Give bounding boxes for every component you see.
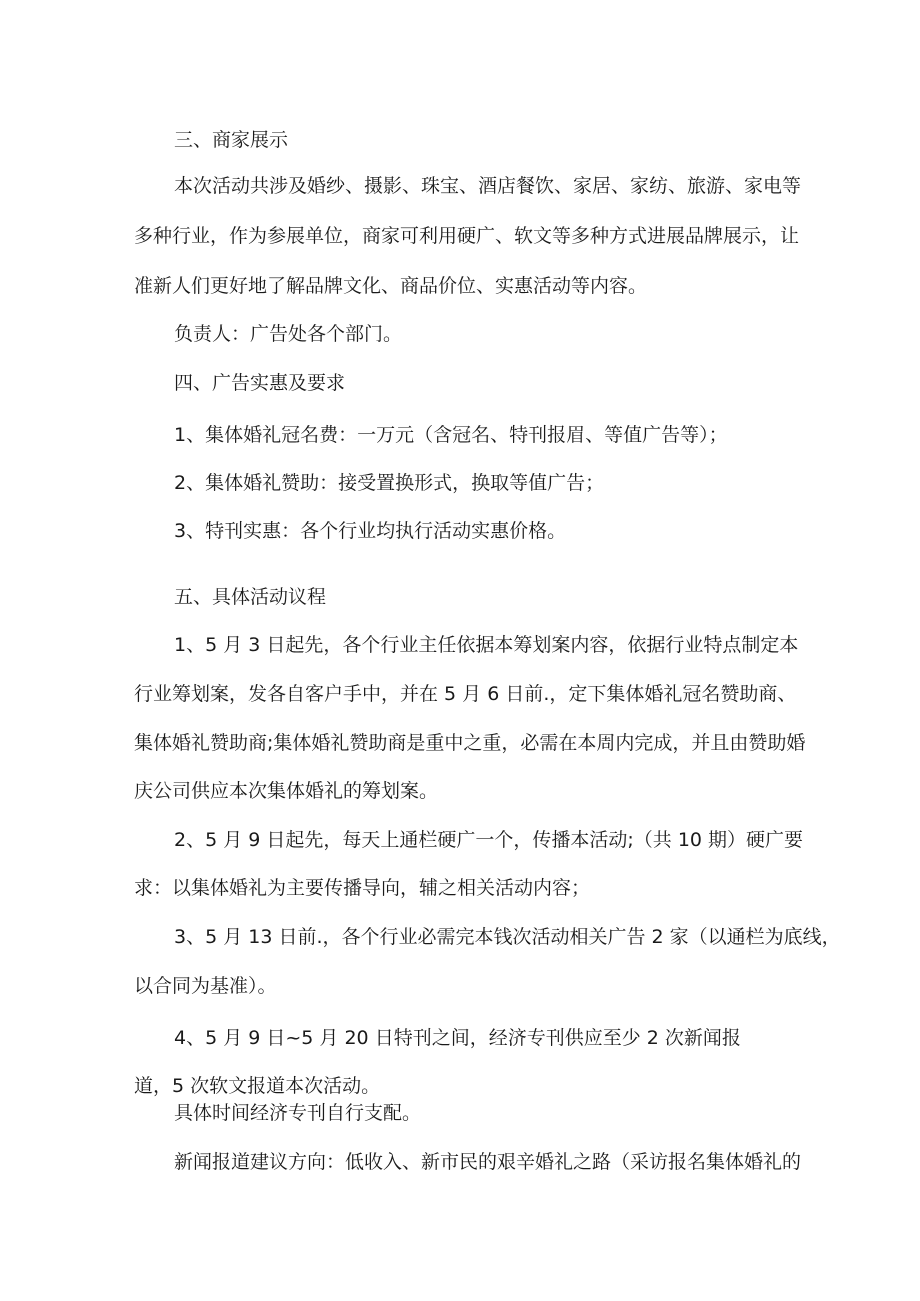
section-4-item-1: 1、集体婚礼冠名费：一万元（含冠名、特刊报眉、等值广告等）；: [174, 424, 728, 446]
section-4-item-3: 3、特刊实惠：各个行业均执行活动实惠价格。: [174, 520, 567, 542]
section-5-item-4-line-1: 4、5 月 9 日~5 月 20 日特刊之间，经济专刊供应至少 2 次新闻报: [174, 1027, 741, 1049]
section-5-item-1-line-2: 行业筹划案，发各自客户手中，并在 5 月 6 日前.，定下集体婚礼冠名赞助商、: [134, 683, 797, 705]
section-5-item-3-line-2: 以合同为基准）。: [134, 975, 277, 997]
section-5-item-4-line-2: 道，5 次软文报道本次活动。: [134, 1075, 381, 1097]
section-5-item-3-line-1: 3、5 月 13 日前.，各个行业必需完本钱次活动相关广告 2 家（以通栏为底线，: [174, 926, 841, 948]
section-3-intro-line-1: 本次活动共涉及婚纱、摄影、珠宝、酒店餐饮、家居、家纺、旅游、家电等: [174, 175, 802, 197]
section-3-intro-line-3: 准新人们更好地了解品牌文化、商品价位、实惠活动等内容。: [134, 275, 648, 297]
section-5-item-1-line-3: 集体婚礼赞助商;集体婚礼赞助商是重中之重，必需在本周内完成，并且由赞助婚: [134, 732, 806, 754]
section-4-item-2: 2、集体婚礼赞助：接受置换形式，换取等值广告；: [174, 472, 605, 494]
section-5-news-direction: 新闻报道建议方向：低收入、新市民的艰辛婚礼之路（采访报名集体婚礼的: [174, 1151, 802, 1173]
section-3-heading: 三、商家展示: [174, 129, 289, 151]
section-5-item-1-line-4: 庆公司供应本次集体婚礼的筹划案。: [134, 780, 439, 802]
section-3-responsible: 负责人：广告处各个部门。: [174, 323, 403, 345]
section-5-item-2-line-1: 2、5 月 9 日起先，每天上通栏硬广一个，传播本活动;（共 10 期）硬广要: [174, 829, 804, 851]
section-5-item-1-line-1: 1、5 月 3 日起先，各个行业主任依据本筹划案内容，依据行业特点制定本: [174, 634, 799, 656]
section-3-intro-line-2: 多种行业，作为参展单位，商家可利用硬广、软文等多种方式进展品牌展示，让: [134, 225, 800, 247]
section-5-schedule-note: 具体时间经济专刊自行支配。: [174, 1102, 422, 1124]
section-4-heading: 四、广告实惠及要求: [174, 372, 346, 394]
section-5-heading: 五、具体活动议程: [174, 586, 327, 608]
section-5-item-2-line-2: 求：以集体婚礼为主要传播导向，辅之相关活动内容；: [134, 877, 591, 899]
